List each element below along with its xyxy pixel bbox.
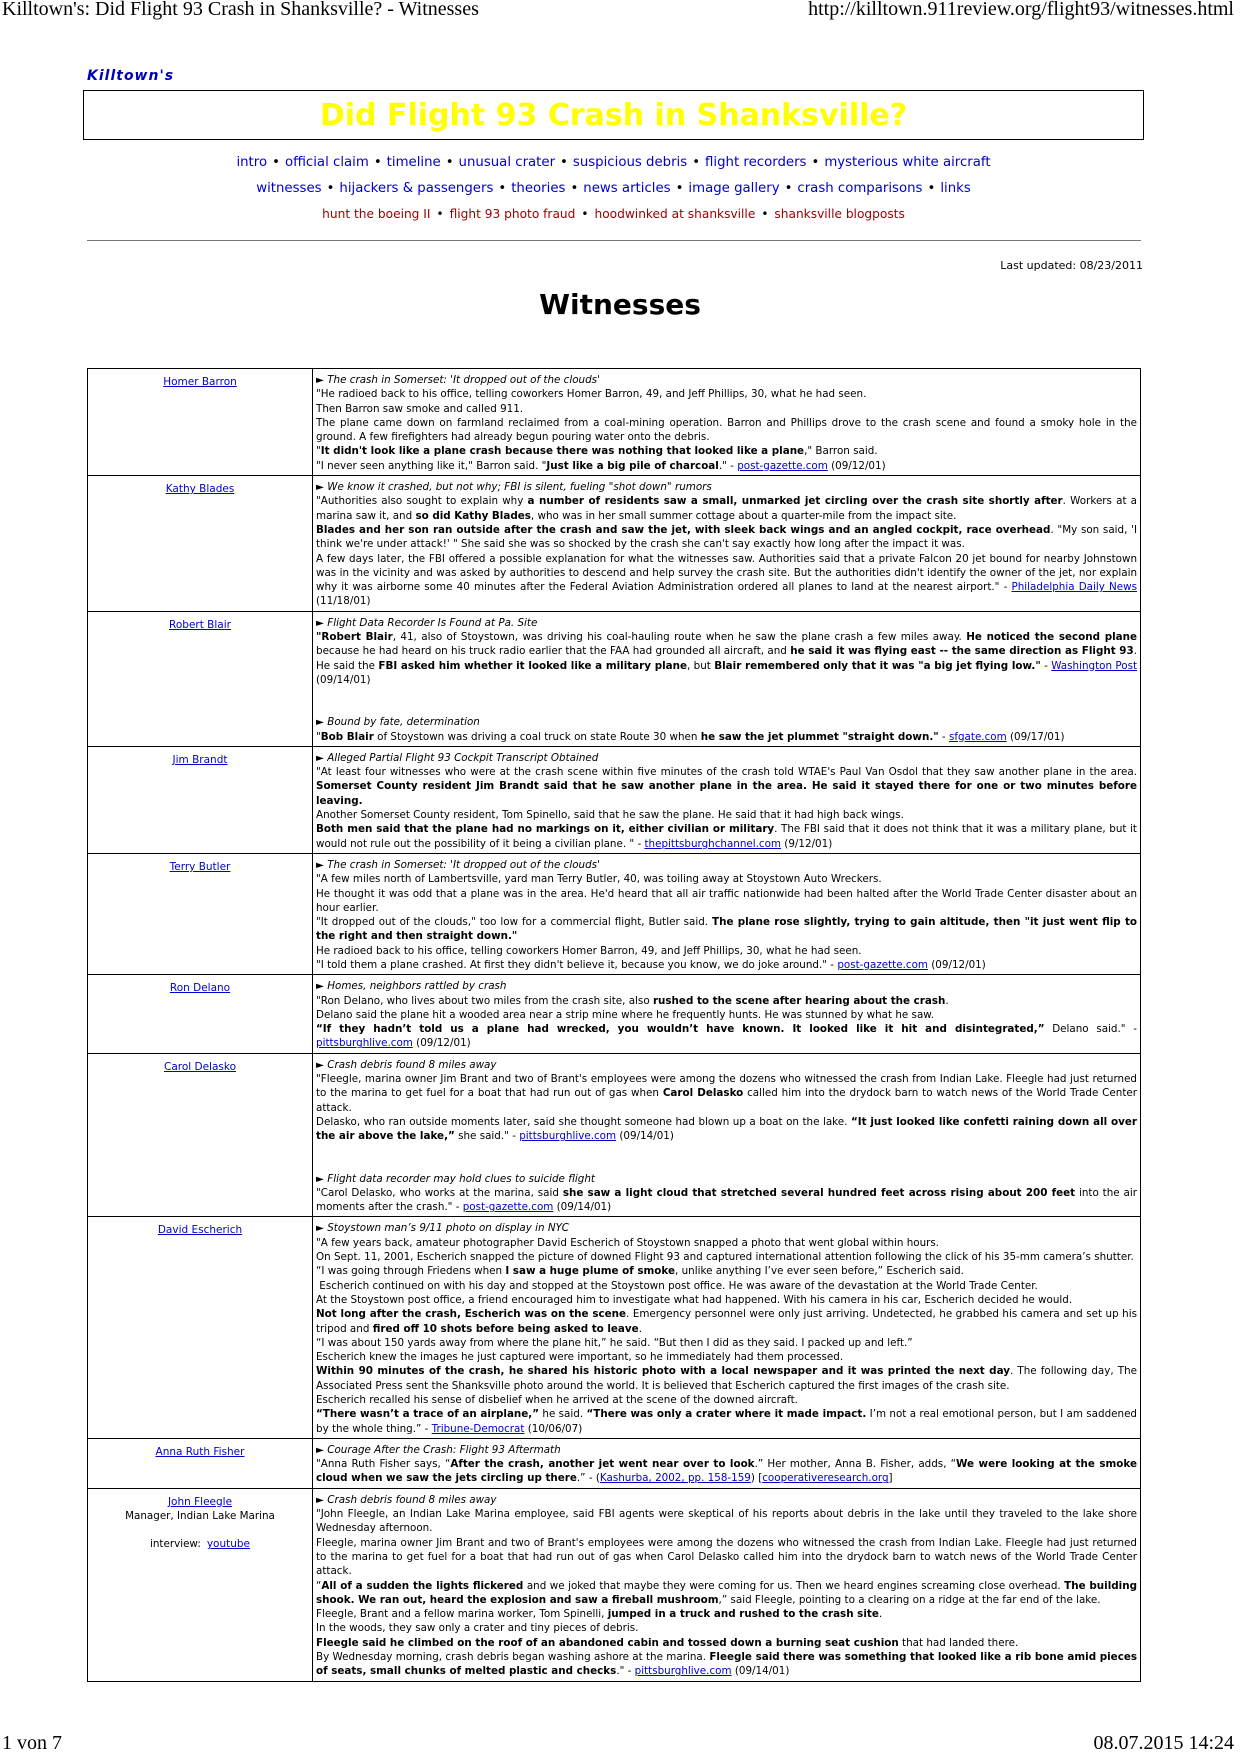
table-row: [88, 746, 1141, 853]
nav-link-official-claim[interactable]: official claim: [284, 155, 369, 170]
article-title: ► Crash debris found 8 miles away: [316, 1058, 497, 1071]
nav-separator: •: [436, 207, 444, 221]
nav-link-hunt-the-boeing-ii[interactable]: hunt the boeing II: [322, 207, 431, 221]
nav-separator: •: [498, 181, 507, 196]
witness-name-link[interactable]: David Escherich: [157, 1224, 243, 1237]
article-title: ► Bound by fate, determination: [316, 716, 480, 729]
witness-name-link[interactable]: Ron Delano: [169, 982, 231, 995]
table-row: [88, 1488, 1141, 1681]
witness-quote-cell: ► Homes, neighbors rattled by crash "Ron Delano, who lives about two miles from the crash site, also rushed to the scene after hearing about the crash. Delano said the plane hit a wooded area near a strip mine where he frequently hunts. He was stunned by what he saw. “If they hadn’t told us a plane had wrecked, you wouldn’t have known. It looked like it hit and disintegrated,” Delano said." - pittsburghlive.com (09/12/01): [313, 975, 1141, 1053]
source-link[interactable]: pittsburghlive.com: [316, 1037, 413, 1050]
nav-separator: •: [560, 155, 568, 170]
site-logo[interactable]: Killtown's: [87, 68, 175, 84]
witness-quote-cell: ► Alleged Partial Flight 93 Cockpit Transcript Obtained "At least four witnesses who were at the crash scene within five minutes of the crash told WTAE's Paul Van Osdol that they saw another plane in the area. Somerset County resident Jim Brandt said that he saw another plane in the area. He said it stayed there for one or two minutes before leaving. Another Somerset County resident, Tom Spinello, said that he saw the plane. He said that it had high back wings. Both men said that the plane had no markings on it, either civilian or military. The FBI said that it does not think that it was a military plane, but it would not rule out the possibility of it being a civilian plane. " - thepittsburghchannel.com (9/12/01): [313, 746, 1141, 853]
table-row: [88, 1053, 1141, 1217]
witness-quote-cell: ► Flight Data Recorder Is Found at Pa. Site "Robert Blair, 41, also of Stoystown, was driving his coal-hauling route when he saw the plane crash a few miles away. He noticed the second plane because he had heard on his truck radio earlier that the FAA had grounded all aircraft, and he said it was flying east -- the same direction as Flight 93. He said the FBI asked him whether it looked like a military plane, but Blair remembered only that it was "a big jet flying low." - Washington Post (09/14/01) ► Bound by fate, determination "Bob Blair of Stoystown was driving a coal truck on state Route 30 when he saw the jet plummet "straight down." - sfgate.com (09/17/01): [313, 611, 1141, 746]
nav-separator: •: [675, 181, 684, 196]
nav-separator: •: [692, 155, 701, 170]
witness-name-cell: [88, 369, 313, 476]
table-row: [88, 1217, 1141, 1438]
nav-link-flight-93-photo-fraud[interactable]: flight 93 photo fraud: [449, 207, 576, 221]
nav-separator: •: [811, 155, 820, 170]
pdf-header-title: Killtown's: Did Flight 93 Crash in Shanksville? - Witnesses: [2, 0, 479, 20]
nav-separator: •: [373, 155, 382, 170]
witness-name-link[interactable]: Jim Brandt: [172, 753, 228, 766]
pdf-header-url: http://killtown.911review.org/flight93/witnesses.html: [808, 0, 1234, 20]
source-link[interactable]: pittsburghlive.com: [519, 1130, 617, 1143]
article-title: ► The crash in Somerset: 'It dropped out of the clouds': [316, 858, 600, 871]
youtube-link[interactable]: youtube: [206, 1538, 251, 1551]
nav-separator: •: [445, 155, 454, 170]
witness-name-cell: [88, 1217, 313, 1438]
witness-name-cell: [88, 853, 313, 974]
witness-table: [87, 368, 1141, 1682]
nav-link-flight-recorders[interactable]: flight recorders: [705, 155, 807, 170]
article-title: ► Flight Data Recorder Is Found at Pa. Site: [316, 616, 538, 629]
nav-tertiary: [83, 203, 1144, 222]
table-row: [88, 476, 1141, 612]
article-title: ► Crash debris found 8 miles away: [316, 1493, 497, 1506]
witness-name-link[interactable]: John Fleegle: [167, 1495, 233, 1508]
witness-name-link[interactable]: Homer Barron: [163, 376, 237, 388]
witness-quote-cell: ► The crash in Somerset: 'It dropped out of the clouds' "He radioed back to his office, telling coworkers Homer Barron, 49, and Jeff Phillips, 30, what he had seen. Then Barron saw smoke and called 911. The plane came down on farmland reclaimed from a coal-mining operation. Barron and Phillips drove to the crash scene and found a smoky hole in the ground. A few firefighters had already begun pouring water onto the debris. "It didn't look like a plane crash because there was nothing that looked like a plane," Barron said. "I never seen anything like it," Barron said. "Just like a big pile of charcoal." - post-gazette.com (09/12/01): [313, 369, 1141, 476]
nav-link-unusual-crater[interactable]: unusual crater: [458, 155, 556, 170]
nav-link-shanksville-blogposts[interactable]: shanksville blogposts: [774, 207, 905, 221]
nav-separator: •: [784, 181, 793, 196]
witness-quote-cell: ► We know it crashed, but not why; FBI is silent, fueling "shot down" rumors "Authorities also sought to explain why a number of residents saw a small, unmarked jet circling over the crash site shortly after. Workers at a marina saw it, and so did Kathy Blades, who was in her small summer cottage about a quarter-mile from the impact site. Blades and her son ran outside after the crash and saw the jet, with sleek back wings and an angled cockpit, race overhead. "My son said, 'I think we're under attack!' " She said she was so shocked by the crash she can't say exactly how long after the impact it was. A few days later, the FBI offered a possible explanation for what the witnesses saw. Authorities said that a private Falcon 20 jet bound for nearby Johnstown was in the vicinity and was asked by authorities to descend and help survey the crash site. But the authorities didn't identify the owner of the jet, nor explain why it was airborne some 40 minutes after the Federal Aviation Administration ordered all planes to land at the nearest airport." - Philadelphia Daily News (11/18/01): [313, 476, 1141, 612]
nav-link-crash-comparisons[interactable]: crash comparisons: [797, 181, 923, 196]
source-link[interactable]: Philadelphia Daily News: [1011, 581, 1137, 594]
witness-name-cell: [88, 1053, 313, 1217]
nav-primary: [83, 151, 1144, 170]
nav-separator: •: [761, 207, 769, 221]
source-link[interactable]: post-gazette.com: [837, 958, 928, 971]
article-title: ► Flight data recorder may hold clues to suicide flight: [316, 1172, 595, 1185]
witness-name-link[interactable]: Anna Ruth Fisher: [155, 1445, 245, 1458]
witness-name-link[interactable]: Kathy Blades: [165, 483, 235, 496]
witness-name-cell: [88, 975, 313, 1053]
witness-name-link[interactable]: Robert Blair: [169, 618, 231, 631]
witness-quote-cell: ► Crash debris found 8 miles away "Fleegle, marina owner Jim Brant and two of Brant's employees were among the dozens who witnessed the crash from Indian Lake. Fleegle had just returned to the marina to get fuel for a boat that had run out of gas when Carol Delasko called him into the drydock barn to watch news of the World Trade Center attack. Delasko, who ran outside moments later, said she thought someone had blown up a boat on the lake. “It just looked like confetti raining down all over the air above the lake,” she said." - pittsburghlive.com (09/14/01) ► Flight data recorder may hold clues to suicide flight "Carol Delasko, who works at the marina, said she saw a light cloud that stretched several hundred feet across rising about 200 feet into the air moments after the crash." - post-gazette.com (09/14/01): [313, 1053, 1141, 1217]
source-link[interactable]: pittsburghlive.com: [634, 1665, 732, 1678]
table-row: [88, 611, 1141, 746]
nav-separator: •: [272, 155, 280, 170]
pdf-footer-page: 1 von 7: [2, 1732, 62, 1754]
article-title: ► Homes, neighbors rattled by crash: [316, 980, 507, 993]
nav-link-news-articles[interactable]: news articles: [583, 181, 671, 196]
table-row: [88, 975, 1141, 1053]
article-title: ► Stoystown man’s 9/11 photo on display in NYC: [316, 1222, 569, 1235]
source-link[interactable]: post-gazette.com: [737, 459, 828, 472]
divider: [87, 240, 1141, 241]
source-link[interactable]: Kashurba, 2002, pp. 158-159: [599, 1472, 751, 1485]
site-title: Did Flight 93 Crash in Shanksville?: [319, 98, 908, 133]
table-row: [88, 369, 1141, 476]
source-link[interactable]: thepittsburghchannel.com: [644, 837, 782, 850]
article-title: ► The crash in Somerset: 'It dropped out of the clouds': [316, 374, 600, 386]
nav-link-timeline[interactable]: timeline: [386, 155, 441, 170]
page-title: Witnesses: [539, 288, 701, 321]
witness-quote-cell: ► Crash debris found 8 miles away "John Fleegle, an Indian Lake Marina employee, said FBI agents were skeptical of his reports about debris in the lake until they traveled to the lake shore Wednesday afternoon. Fleegle, marina owner Jim Brant and two of Brant's employees were among the dozens who witnessed the crash from Indian Lake. Fleegle had just returned to the marina to get fuel for a boat that had run out of gas when Carol Delasko called him into the drydock barn to watch news of the World Trade Center attack. “All of a sudden the lights flickered and we joked that maybe they were coming for us. Then we heard engines screaming close overhead. The building shook. We ran out, heard the explosion and saw a fireball mushroom,” said Fleegle, pointing to a clearing on a ridge at the far end of the lake. Fleegle, Brant and a fellow marina worker, Tom Spinelli, jumped in a truck and rushed to the crash site. In the woods, they saw only a crater and tiny pieces of debris. Fleegle said he climbed on the roof of an abandoned cabin and tossed down a burning seat cushion that had landed there. By Wednesday morning, crash debris began washing ashore at the marina. Fleegle said there was something that looked like a rib bone amid pieces of seats, small chunks of melted plastic and checks." - pittsburghlive.com (09/14/01): [313, 1488, 1141, 1681]
article-title: ► Alleged Partial Flight 93 Cockpit Transcript Obtained: [316, 751, 599, 764]
pdf-footer-timestamp: 08.07.2015 14:24: [1093, 1732, 1234, 1754]
nav-link-hoodwinked-at-shanksville[interactable]: hoodwinked at shanksville: [594, 207, 756, 221]
source-link[interactable]: sfgate.com: [948, 730, 1007, 743]
witness-name-link[interactable]: Carol Delasko: [163, 1060, 237, 1073]
nav-separator: •: [927, 181, 936, 196]
table-row: [88, 1438, 1141, 1488]
nav-link-theories[interactable]: theories: [511, 181, 566, 196]
nav-link-hijackers-passengers[interactable]: hijackers & passengers: [339, 181, 494, 196]
interview-label: interview:: [149, 1538, 201, 1551]
nav-link-image-gallery[interactable]: image gallery: [688, 181, 780, 196]
article-title: ► Courage After the Crash: Flight 93 Aftermath: [316, 1443, 561, 1456]
nav-link-mysterious-white-aircraft[interactable]: mysterious white aircraft: [824, 155, 991, 170]
last-updated: Last updated: 08/23/2011: [1000, 259, 1143, 272]
witness-name-cell: [88, 611, 313, 746]
nav-separator: •: [570, 181, 579, 196]
nav-link-suspicious-debris[interactable]: suspicious debris: [572, 155, 688, 170]
witness-role: Manager, Indian Lake Marina: [125, 1510, 275, 1523]
article-title: ► We know it crashed, but not why; FBI is silent, fueling "shot down" rumors: [316, 481, 712, 494]
witness-name-cell: [88, 746, 313, 853]
nav-separator: •: [581, 207, 589, 221]
table-row: [88, 853, 1141, 974]
site-title-box: [83, 90, 1144, 140]
source-link[interactable]: post-gazette.com: [462, 1201, 554, 1214]
source-link[interactable]: Washington Post: [1051, 659, 1138, 672]
nav-link-witnesses[interactable]: witnesses: [256, 181, 322, 196]
source-link[interactable]: cooperativeresearch.org: [762, 1472, 889, 1485]
nav-separator: •: [326, 181, 335, 196]
nav-secondary: [83, 177, 1144, 196]
witness-quote-cell: ► The crash in Somerset: 'It dropped out of the clouds' "A few miles north of Lambertsville, yard man Terry Butler, 40, was toiling away at Stoystown Auto Wreckers. He thought it was odd that a plane was in the area. He'd heard that all air traffic nationwide had been halted after the World Trade Center disaster about an hour earlier. "It dropped out of the clouds," too low for a commercial flight, Butler said. The plane rose slightly, trying to gain altitude, then "it just went flip to the right and then straight down." He radioed back to his office, telling coworkers Homer Barron, 49, and Jeff Phillips, 30, what he had seen. "I told them a plane crashed. At first they didn't believe it, because you know, we do joke around." - post-gazette.com (09/12/01): [313, 853, 1141, 974]
witness-name-cell: [88, 1488, 313, 1681]
witness-quote-cell: ► Stoystown man’s 9/11 photo on display in NYC "A few years back, amateur photographer David Escherich of Stoystown snapped a photo that went global within hours. On Sept. 11, 2001, Escherich snapped the picture of downed Flight 93 and captured international attention following the click of his 35-mm camera’s shutter. “I was going through Friedens when I saw a huge plume of smoke, unlike anything I’ve ever seen before,” Escherich said. Escherich continued on with his day and stopped at the Stoystown post office. He was aware of the devastation at the World Trade Center. At the Stoystown post office, a friend encouraged him to investigate what had happened. With his camera in his car, Escherich decided he would. Not long after the crash, Escherich was on the scene. Emergency personnel were only just arriving. Undetected, he grabbed his camera and set up his tripod and fired off 10 shots before being asked to leave. “I was about 150 yards away from where the plane hit,” he said. “But then I did as they said. I packed up and left.” Escherich knew the images he just captured were important, so he immediately had them processed. Within 90 minutes of the crash, he shared his historic photo with a local newspaper and it was printed the next day. The following day, The Associated Press sent the Shanksville photo around the world. It is believed that Escherich captured the first images of the crash site. Escherich recalled his sense of disbelief when he arrived at the scene of the downed aircraft. “There wasn’t a trace of an airplane,” he said. “There was only a crater where it made impact. I’m not a real emotional person, but I am saddened by the whole thing.” - Tribune-Democrat (10/06/07): [313, 1217, 1141, 1438]
witness-name-cell: [88, 476, 313, 612]
interview-row: [91, 1537, 309, 1551]
witness-quote-cell: ► Courage After the Crash: Flight 93 Aftermath "Anna Ruth Fisher says, “After the crash, another jet went near over to look.” Her mother, Anna B. Fisher, adds, “We were looking at the smoke cloud when we saw the jets circling up there.” - (Kashurba, 2002, pp. 158-159) [cooperativeresearch.org]: [313, 1438, 1141, 1488]
witness-name-cell: [88, 1438, 313, 1488]
witness-name-link[interactable]: Terry Butler: [169, 860, 231, 873]
nav-link-links[interactable]: links: [940, 181, 971, 196]
source-link[interactable]: Tribune-Democrat: [431, 1422, 525, 1435]
nav-link-intro[interactable]: intro: [236, 155, 268, 170]
